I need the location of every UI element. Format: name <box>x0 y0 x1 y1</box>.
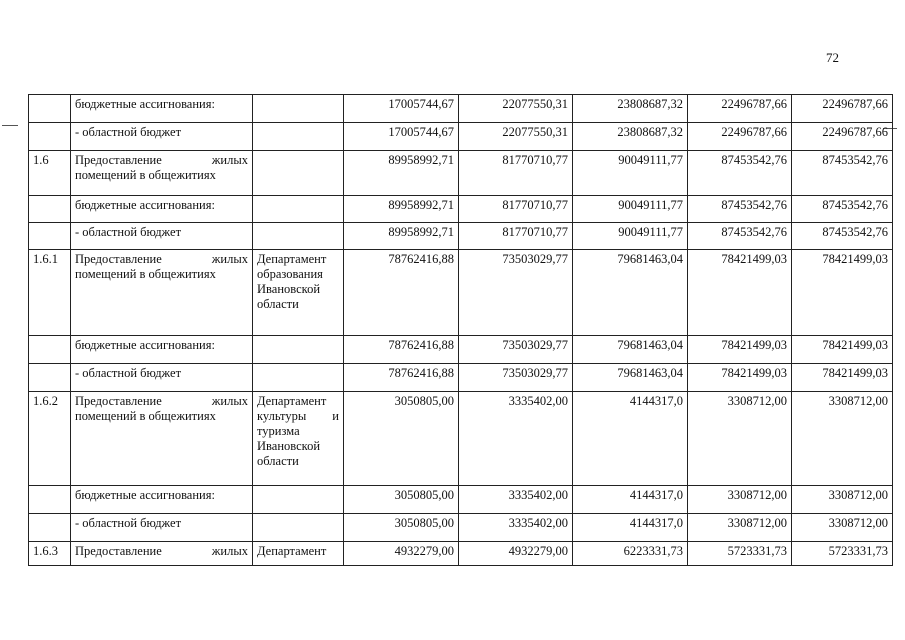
table-row <box>29 95 893 123</box>
row-code <box>29 223 71 250</box>
row-value: 87453542,76 <box>688 196 792 223</box>
table-body <box>29 95 893 566</box>
row-value: 3335402,00 <box>459 392 573 486</box>
row-name <box>71 392 253 486</box>
row-value: 17005744,67 <box>344 123 459 151</box>
row-value: 22496787,66 <box>792 123 893 151</box>
row-department-line: образования <box>257 267 323 281</box>
row-name-line: - областной бюджет <box>75 516 182 530</box>
row-value: 90049111,77 <box>573 196 688 223</box>
row-value: 6223331,73 <box>573 542 688 566</box>
row-value: 81770710,77 <box>459 223 573 250</box>
row-code: 1.6.1 <box>29 250 71 336</box>
row-value: 73503029,77 <box>459 364 573 392</box>
row-value: 90049111,77 <box>573 151 688 196</box>
row-department <box>253 196 344 223</box>
row-code <box>29 486 71 514</box>
row-code <box>29 95 71 123</box>
row-department-line: культуры и <box>257 409 339 423</box>
row-value: 23808687,32 <box>573 123 688 151</box>
table-row <box>29 336 893 364</box>
row-department <box>253 223 344 250</box>
row-value: 78421499,03 <box>688 336 792 364</box>
row-department-line: Ивановской <box>257 439 321 453</box>
row-value: 89958992,71 <box>344 151 459 196</box>
row-name <box>71 95 253 123</box>
row-value: 87453542,76 <box>792 196 893 223</box>
row-name-line: Предоставление жилых <box>75 394 248 408</box>
budget-table <box>28 94 893 566</box>
row-code: 1.6 <box>29 151 71 196</box>
row-value: 89958992,71 <box>344 196 459 223</box>
row-value: 78762416,88 <box>344 336 459 364</box>
row-value: 79681463,04 <box>573 250 688 336</box>
row-value: 22496787,66 <box>688 123 792 151</box>
row-code <box>29 364 71 392</box>
row-department <box>253 392 344 486</box>
row-code <box>29 514 71 542</box>
row-department <box>253 486 344 514</box>
row-value: 3050805,00 <box>344 392 459 486</box>
margin-mark <box>2 125 18 126</box>
table-row <box>29 151 893 196</box>
row-department <box>253 514 344 542</box>
row-code: 1.6.2 <box>29 392 71 486</box>
row-department <box>253 123 344 151</box>
row-name-line: Предоставление жилых <box>75 153 248 167</box>
row-code <box>29 336 71 364</box>
row-value: 22077550,31 <box>459 123 573 151</box>
row-value: 3308712,00 <box>688 486 792 514</box>
row-value: 4144317,0 <box>573 514 688 542</box>
table-row <box>29 514 893 542</box>
row-value: 78421499,03 <box>792 364 893 392</box>
row-value: 78421499,03 <box>688 250 792 336</box>
row-name <box>71 123 253 151</box>
row-value: 81770710,77 <box>459 151 573 196</box>
row-value: 3050805,00 <box>344 514 459 542</box>
row-value: 22496787,66 <box>688 95 792 123</box>
row-value: 4932279,00 <box>459 542 573 566</box>
row-value: 87453542,76 <box>688 223 792 250</box>
table-row <box>29 123 893 151</box>
row-name-line: помещений в общежитиях <box>75 409 216 423</box>
row-name-line: бюджетные ассигнования: <box>75 488 215 502</box>
row-code: 1.6.3 <box>29 542 71 566</box>
row-value: 79681463,04 <box>573 364 688 392</box>
table-row <box>29 392 893 486</box>
row-value: 79681463,04 <box>573 336 688 364</box>
row-value: 3308712,00 <box>688 514 792 542</box>
page-number: 72 <box>826 50 839 65</box>
row-department <box>253 250 344 336</box>
row-value: 3050805,00 <box>344 486 459 514</box>
row-value: 22077550,31 <box>459 95 573 123</box>
row-department-line: области <box>257 454 299 468</box>
row-department-line: Департамент <box>257 252 327 266</box>
row-value: 3308712,00 <box>792 392 893 486</box>
row-name <box>71 223 253 250</box>
row-value: 73503029,77 <box>459 336 573 364</box>
row-department-line: Департамент <box>257 544 327 558</box>
row-value: 3335402,00 <box>459 486 573 514</box>
row-value: 90049111,77 <box>573 223 688 250</box>
row-value: 3308712,00 <box>688 392 792 486</box>
row-value: 5723331,73 <box>792 542 893 566</box>
row-value: 4144317,0 <box>573 486 688 514</box>
row-value: 87453542,76 <box>792 151 893 196</box>
row-name-line: Предоставление жилых <box>75 252 248 266</box>
row-value: 81770710,77 <box>459 196 573 223</box>
row-name-line: - областной бюджет <box>75 225 182 239</box>
table-row <box>29 542 893 566</box>
row-department-line: туризма <box>257 424 300 438</box>
table-row <box>29 250 893 336</box>
row-value: 78421499,03 <box>792 336 893 364</box>
row-department-line: Ивановской <box>257 282 321 296</box>
row-department <box>253 336 344 364</box>
row-value: 78421499,03 <box>688 364 792 392</box>
row-department <box>253 95 344 123</box>
row-value: 89958992,71 <box>344 223 459 250</box>
row-value: 87453542,76 <box>688 151 792 196</box>
row-department <box>253 542 344 566</box>
row-value: 73503029,77 <box>459 250 573 336</box>
row-value: 17005744,67 <box>344 95 459 123</box>
row-name <box>71 250 253 336</box>
row-name <box>71 514 253 542</box>
row-name-line: помещений в общежитиях <box>75 168 216 182</box>
row-name-line: Предоставление жилых <box>75 544 248 558</box>
row-department-line: области <box>257 297 299 311</box>
table-row <box>29 364 893 392</box>
row-name-line: - областной бюджет <box>75 125 182 139</box>
row-value: 5723331,73 <box>688 542 792 566</box>
row-name <box>71 542 253 566</box>
row-value: 3308712,00 <box>792 514 893 542</box>
row-name-line: бюджетные ассигнования: <box>75 97 215 111</box>
row-value: 3335402,00 <box>459 514 573 542</box>
row-name-line: бюджетные ассигнования: <box>75 198 215 212</box>
table-row <box>29 223 893 250</box>
row-value: 87453542,76 <box>792 223 893 250</box>
row-code <box>29 196 71 223</box>
table-row <box>29 486 893 514</box>
row-name-line: помещений в общежитиях <box>75 267 216 281</box>
row-name-line: бюджетные ассигнования: <box>75 338 215 352</box>
row-value: 78421499,03 <box>792 250 893 336</box>
row-value: 23808687,32 <box>573 95 688 123</box>
row-code <box>29 123 71 151</box>
table-row <box>29 196 893 223</box>
row-department <box>253 151 344 196</box>
row-value: 22496787,66 <box>792 95 893 123</box>
row-department-line: Департамент <box>257 394 327 408</box>
row-name <box>71 336 253 364</box>
row-value: 3308712,00 <box>792 486 893 514</box>
row-name <box>71 196 253 223</box>
row-value: 4144317,0 <box>573 392 688 486</box>
row-value: 78762416,88 <box>344 250 459 336</box>
row-name <box>71 486 253 514</box>
row-department <box>253 364 344 392</box>
row-value: 78762416,88 <box>344 364 459 392</box>
row-value: 4932279,00 <box>344 542 459 566</box>
row-name <box>71 364 253 392</box>
row-name-line: - областной бюджет <box>75 366 182 380</box>
row-name <box>71 151 253 196</box>
